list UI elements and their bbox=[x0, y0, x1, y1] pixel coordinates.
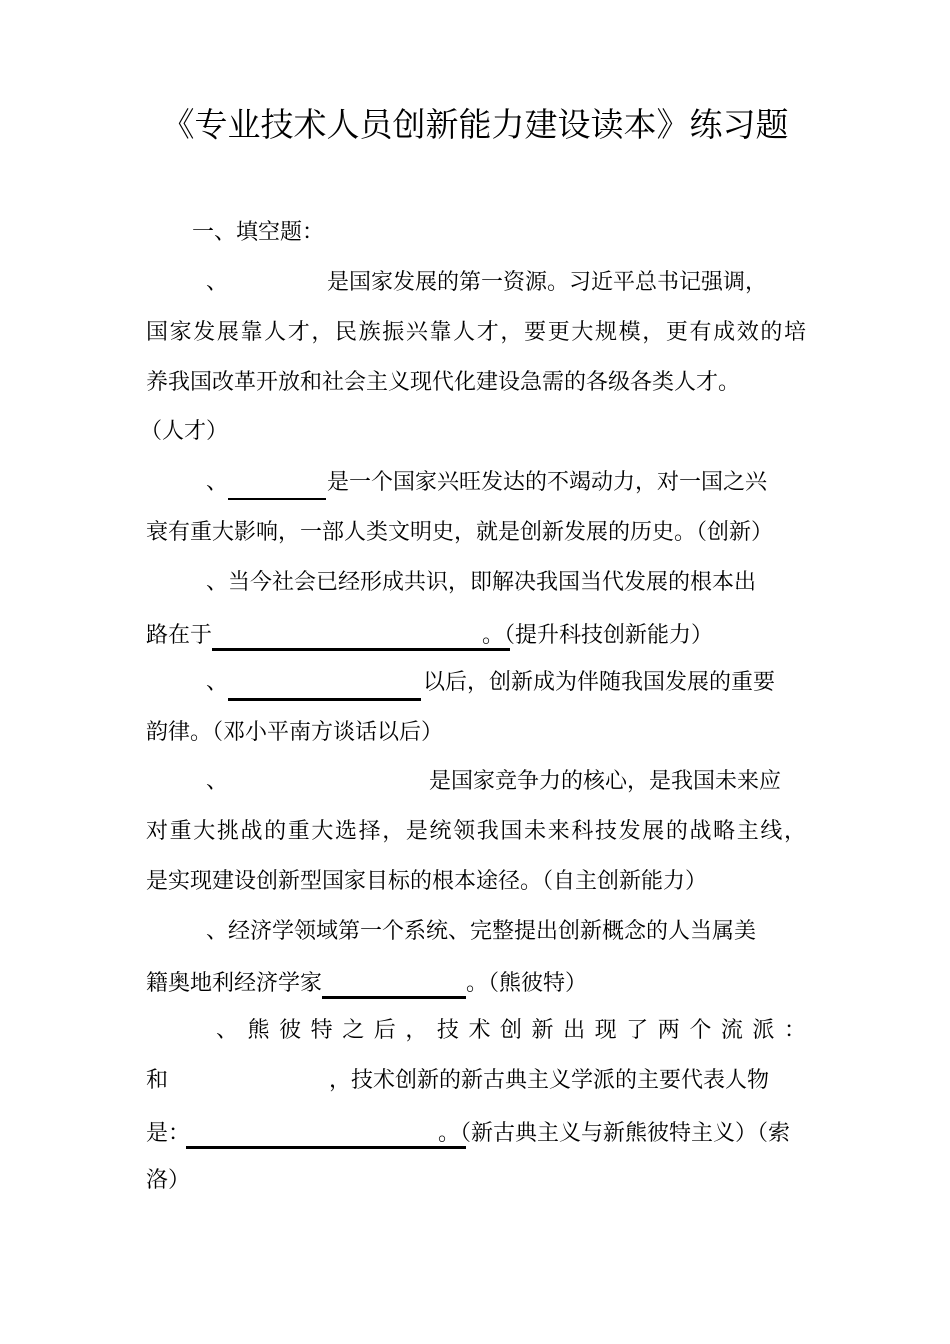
q2-line-1: 是一个国家兴旺发达的不竭动力，对一国之兴 bbox=[327, 470, 768, 495]
q6-line-2-start: 籍奥地利经济学家 bbox=[146, 971, 323, 996]
q3-line-1: 、当今社会已经形成共识，即解决我国当代发展的根本出 bbox=[206, 570, 757, 595]
q4-mark: 、 bbox=[206, 670, 229, 695]
q6-line-2-end: 。（熊彼特） bbox=[466, 971, 588, 996]
q3-line-2-end: 。（提升科技创新能力） bbox=[482, 623, 714, 648]
q5-line-1: 是国家竞争力的核心，是我国未来应 bbox=[429, 769, 782, 794]
q7-line-3-start: 是： bbox=[146, 1121, 191, 1146]
q4-line-2: 韵律。（邓小平南方谈话以后） bbox=[146, 720, 444, 745]
q3-blank bbox=[212, 618, 510, 651]
q2-blank bbox=[228, 468, 326, 500]
q2-line-2: 衰有重大影响，一部人类文明史，就是创新发展的历史。（创新） bbox=[146, 520, 774, 545]
q1-answer: （人才） bbox=[140, 419, 229, 444]
document-title: 《专业技术人员创新能力建设读本》练习题 bbox=[161, 105, 789, 144]
q7-line-1: 、熊彼特之后，技术创新出现了两个流派： bbox=[216, 1018, 806, 1043]
q1-line-3: 养我国改革开放和社会主义现代化建设急需的各级各类人才。 bbox=[146, 370, 741, 395]
q6-line-2 bbox=[146, 966, 587, 999]
q2-mark: 、 bbox=[206, 470, 229, 495]
q3-line-2 bbox=[146, 618, 713, 651]
q4-blank bbox=[228, 668, 421, 701]
q7-line-3 bbox=[146, 1116, 790, 1149]
q1-line-1: 是国家发展的第一资源。习近平总书记强调， bbox=[327, 270, 768, 295]
section-heading: 一、填空题： bbox=[192, 220, 325, 245]
q7-blank bbox=[186, 1116, 466, 1149]
q3-line-2-start: 路在于 bbox=[146, 623, 213, 648]
q5-line-2: 对重大挑战的重大选择，是统领我国未来科技发展的战略主线， bbox=[146, 819, 806, 844]
q7-line-4: 洛） bbox=[146, 1168, 191, 1193]
q6-blank bbox=[322, 966, 466, 999]
q7-line-3-end: 。（新古典主义与新熊彼特主义）（索 bbox=[438, 1121, 791, 1146]
q7-line-2-start: 和 bbox=[146, 1068, 169, 1093]
q6-line-1: 、经济学领域第一个系统、完整提出创新概念的人当属美 bbox=[206, 919, 757, 944]
q5-mark: 、 bbox=[206, 769, 229, 794]
q4-line-1: 以后，创新成为伴随我国发展的重要 bbox=[423, 670, 776, 695]
q7-line-2-end: ，技术创新的新古典主义学派的主要代表人物 bbox=[329, 1068, 770, 1093]
q1-line-2: 国家发展靠人才，民族振兴靠人才，要更大规模，更有成效的培 bbox=[146, 320, 806, 345]
q1-mark: 、 bbox=[206, 270, 229, 295]
q5-line-3: 是实现建设创新型国家目标的根本途径。（自主创新能力） bbox=[146, 869, 708, 894]
